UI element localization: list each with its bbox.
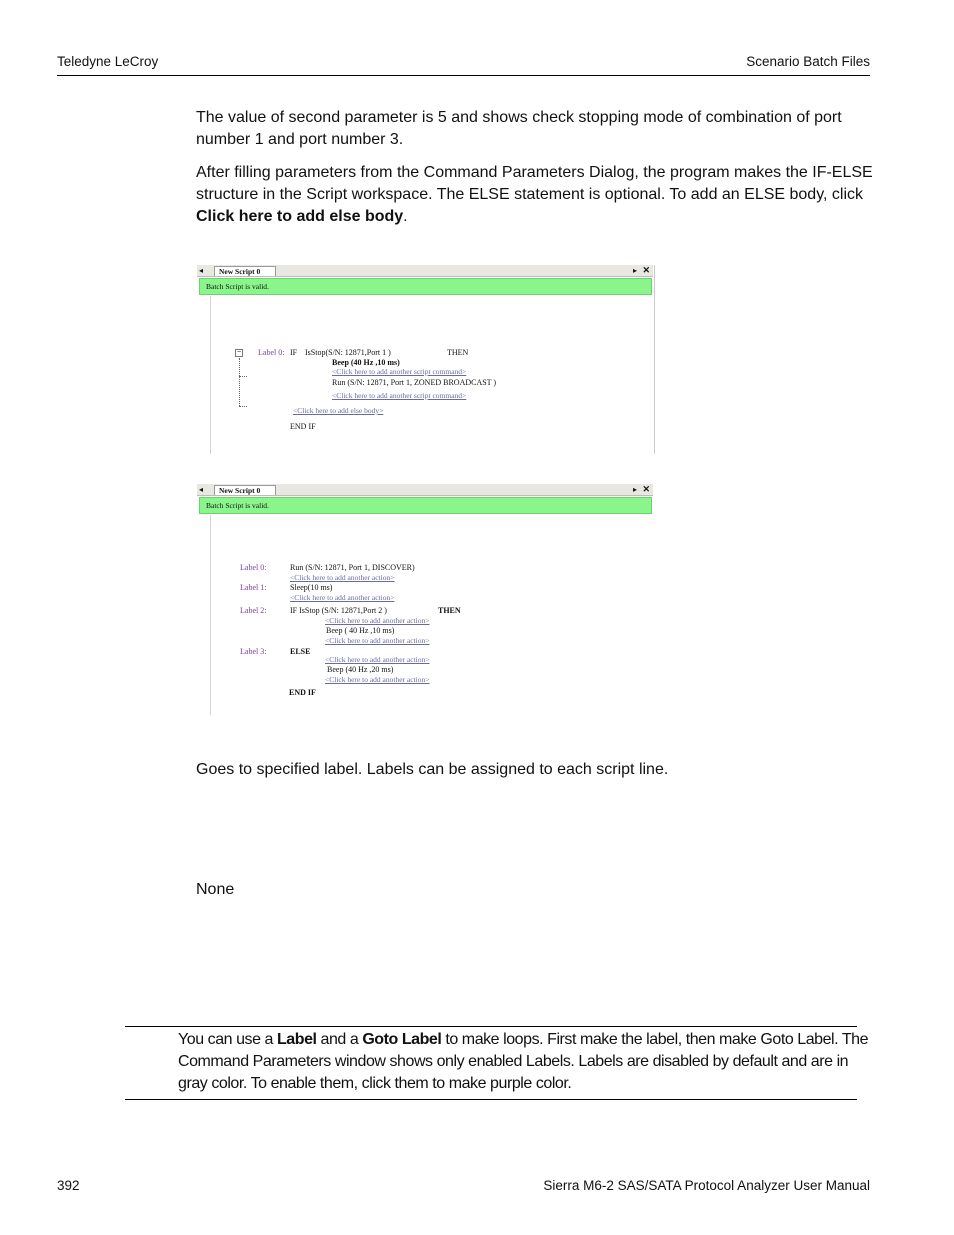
label-1[interactable]: Label 1:	[240, 583, 267, 592]
paragraph-2	[196, 162, 876, 228]
tab-bar	[197, 484, 653, 496]
note-bottom-rule	[125, 1099, 857, 1100]
beep-command[interactable]: Beep (40 Hz ,10 ms)	[332, 358, 400, 367]
page-number: 392	[57, 1178, 80, 1193]
if-statement[interactable]: IF IsStop (S/N: 12871,Port 2 )	[290, 606, 387, 615]
paragraph-2-end: .	[403, 208, 408, 225]
else-keyword[interactable]: ELSE	[290, 647, 311, 656]
close-icon[interactable]: ✕	[642, 265, 650, 275]
add-action-link[interactable]: <Click here to add another action>	[325, 675, 430, 684]
tree-line	[239, 358, 240, 406]
add-action-link[interactable]: <Click here to add another action>	[325, 616, 430, 625]
label-0[interactable]: Label 0:	[258, 348, 285, 357]
end-if: END IF	[289, 688, 316, 697]
tab-scroll-left-icon[interactable]: ◂	[199, 266, 204, 275]
tab-scroll-left-icon[interactable]: ◂	[199, 485, 204, 494]
paragraph-3: Goes to specified label. Labels can be assigned to each script line.	[196, 761, 669, 778]
run-command[interactable]: Run (S/N: 12871, Port 1, ZONED BROADCAST )	[332, 378, 497, 387]
add-action-link[interactable]: <Click here to add another action>	[325, 636, 430, 645]
status-bar: Batch Script is valid.	[199, 278, 652, 295]
note-text-3: to make loops. First make the label, then make Goto Label. The Command Parameters window shows only enabled Labels. Labels are disabled by default and are in gray color. To enable them, click them to make purple color.	[178, 1031, 869, 1092]
tab-scroll-right-icon[interactable]: ▸	[632, 485, 637, 494]
note-text-1: You can use a	[178, 1031, 277, 1048]
script-window-2	[197, 484, 654, 715]
script-window-1	[197, 265, 655, 454]
header-left: Teledyne LeCroy	[57, 54, 159, 69]
header-rule	[57, 75, 870, 76]
gutter	[197, 296, 211, 454]
beep-command[interactable]: Beep (40 Hz ,20 ms)	[327, 665, 394, 674]
tree-branch	[239, 406, 247, 407]
add-command-link[interactable]: <Click here to add another script command>	[332, 367, 467, 376]
tab-new-script[interactable]: New Script 0	[214, 266, 276, 276]
tab-bar	[197, 265, 653, 277]
label-2[interactable]: Label 2:	[240, 606, 267, 615]
run-command[interactable]: Run (S/N: 12871, Port 1, DISCOVER)	[290, 563, 415, 572]
footer-title: Sierra M6-2 SAS/SATA Protocol Analyzer User Manual	[543, 1178, 870, 1193]
label-3[interactable]: Label 3:	[240, 647, 267, 656]
paragraph-2-bold: Click here to add else body	[196, 208, 404, 225]
add-action-link[interactable]: <Click here to add another action>	[325, 655, 430, 664]
beep-command[interactable]: Beep ( 40 Hz ,10 ms)	[326, 626, 395, 635]
note-text	[178, 1029, 878, 1095]
then-keyword: THEN	[447, 348, 469, 357]
status-bar: Batch Script is valid.	[199, 497, 652, 514]
header-right: Scenario Batch Files	[746, 54, 870, 69]
tree-branch	[239, 376, 247, 377]
close-icon[interactable]: ✕	[642, 484, 650, 494]
add-command-link[interactable]: <Click here to add another script command>	[332, 391, 467, 400]
note-top-rule	[125, 1026, 857, 1027]
then-keyword: THEN	[438, 606, 461, 615]
add-action-link[interactable]: <Click here to add another action>	[290, 593, 395, 602]
tab-scroll-right-icon[interactable]: ▸	[632, 266, 637, 275]
tab-new-script[interactable]: New Script 0	[214, 485, 276, 495]
note-text-2: and a	[316, 1031, 363, 1048]
collapse-icon[interactable]: −	[236, 349, 242, 356]
sleep-command[interactable]: Sleep(10 ms)	[290, 583, 333, 592]
if-keyword[interactable]: IF	[290, 348, 298, 357]
note-bold-label: Label	[276, 1031, 317, 1048]
paragraph-2-text: After filling parameters from the Command Parameters Dialog, the program makes the IF-ELSE structure in the Script workspace. The ELSE statement is optional. To add an ELSE body, click	[196, 164, 873, 203]
note-bold-goto-label: Goto Label	[362, 1031, 442, 1048]
end-if: END IF	[290, 422, 316, 431]
paragraph-1: The value of second parameter is 5 and shows check stopping mode of combination of port number 1 and port number 3.	[196, 109, 842, 148]
label-0[interactable]: Label 0:	[240, 563, 267, 572]
add-else-body-link[interactable]: <Click here to add else body>	[293, 406, 384, 415]
paragraph-4: None	[196, 881, 235, 898]
if-condition[interactable]: IsStop(S/N: 12871,Port 1 )	[305, 348, 391, 357]
add-action-link[interactable]: <Click here to add another action>	[290, 573, 395, 582]
gutter	[197, 515, 211, 715]
